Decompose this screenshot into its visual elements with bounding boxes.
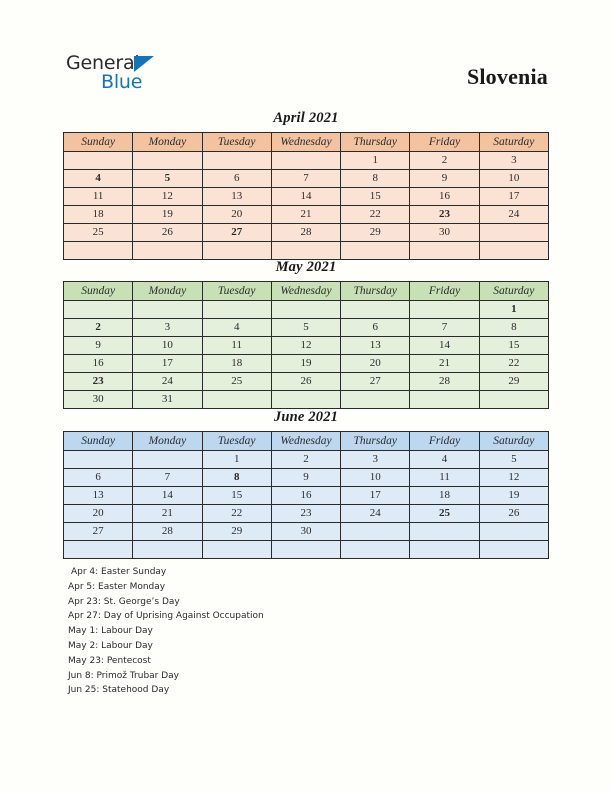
calendar-day-5[interactable]: 5 xyxy=(133,170,202,188)
calendar-day-empty xyxy=(133,451,202,469)
weekday-header-wednesday: Wednesday xyxy=(271,282,340,301)
calendar-day-empty xyxy=(133,152,202,170)
calendar-head xyxy=(64,432,549,451)
weekday-header-friday: Friday xyxy=(410,432,479,451)
calendar-day-empty xyxy=(479,391,548,409)
calendar-day-8[interactable]: 8 xyxy=(202,469,271,487)
calendar-day-empty xyxy=(479,224,548,242)
calendar-day-28[interactable]: 28 xyxy=(410,373,479,391)
calendar-day-23[interactable]: 23 xyxy=(271,505,340,523)
calendar-day-empty xyxy=(271,391,340,409)
calendar-day-17[interactable]: 17 xyxy=(341,487,410,505)
calendar-day-11[interactable]: 11 xyxy=(410,469,479,487)
calendar-day-empty xyxy=(202,152,271,170)
holiday-legend-item: Jun 25: Statehood Day xyxy=(68,685,170,696)
month-block-april xyxy=(63,110,549,260)
calendar-day-13[interactable]: 13 xyxy=(341,337,410,355)
calendar-day-empty xyxy=(64,301,133,319)
weekday-header-row xyxy=(64,432,549,451)
calendar-week-row xyxy=(64,152,549,170)
calendar-table-may xyxy=(63,281,549,409)
calendar-day-14[interactable]: 14 xyxy=(271,188,340,206)
holiday-legend-item: Apr 5: Easter Monday xyxy=(68,581,166,592)
calendar-head xyxy=(64,133,549,152)
calendar-day-5[interactable]: 5 xyxy=(271,319,340,337)
calendar-day-empty xyxy=(341,301,410,319)
logo-word-blue: Blue xyxy=(101,71,143,93)
month-block-may xyxy=(63,259,549,409)
calendar-day-21[interactable]: 21 xyxy=(133,505,202,523)
calendar-day-27[interactable]: 27 xyxy=(341,373,410,391)
weekday-header-row xyxy=(64,282,549,301)
calendar-day-22[interactable]: 22 xyxy=(479,355,548,373)
calendar-day-empty xyxy=(271,152,340,170)
calendar-day-19[interactable]: 19 xyxy=(479,487,548,505)
calendar-day-10[interactable]: 10 xyxy=(133,337,202,355)
calendar-day-1[interactable]: 1 xyxy=(479,301,548,319)
logo-word-general: General xyxy=(66,52,140,74)
month-title: June 2021 xyxy=(273,409,339,425)
weekday-header-saturday: Saturday xyxy=(479,282,548,301)
calendar-day-13[interactable]: 13 xyxy=(64,487,133,505)
calendar-day-empty xyxy=(341,523,410,541)
calendar-day-16[interactable]: 16 xyxy=(271,487,340,505)
calendar-day-13[interactable]: 13 xyxy=(202,188,271,206)
weekday-header-sunday: Sunday xyxy=(64,432,133,451)
calendar-day-29[interactable]: 29 xyxy=(341,224,410,242)
holiday-legend-item: May 2: Labour Day xyxy=(68,640,153,651)
calendar-day-22[interactable]: 22 xyxy=(341,206,410,224)
calendar-day-empty xyxy=(133,541,202,559)
calendar-day-9[interactable]: 9 xyxy=(410,170,479,188)
calendar-day-empty xyxy=(271,301,340,319)
calendar-day-empty xyxy=(271,541,340,559)
blue-triangle-icon xyxy=(134,56,154,72)
calendar-week-row xyxy=(64,391,549,409)
calendar-day-empty xyxy=(64,541,133,559)
calendar-day-18[interactable]: 18 xyxy=(64,206,133,224)
calendar-day-empty xyxy=(271,242,340,260)
calendar-week-row xyxy=(64,487,549,505)
calendar-day-2[interactable]: 2 xyxy=(410,152,479,170)
calendar-day-empty xyxy=(202,301,271,319)
calendar-day-15[interactable]: 15 xyxy=(479,337,548,355)
calendar-day-24[interactable]: 24 xyxy=(479,206,548,224)
calendar-day-empty xyxy=(202,391,271,409)
calendar-day-empty xyxy=(133,242,202,260)
calendar-day-empty xyxy=(410,301,479,319)
calendar-day-6[interactable]: 6 xyxy=(202,170,271,188)
calendar-day-12[interactable]: 12 xyxy=(133,188,202,206)
holiday-legend-item: Apr 27: Day of Uprising Against Occupation xyxy=(68,611,264,622)
calendar-week-row xyxy=(64,337,549,355)
calendar-day-empty xyxy=(410,541,479,559)
calendar-day-29[interactable]: 29 xyxy=(479,373,548,391)
calendar-week-row xyxy=(64,319,549,337)
weekday-header-sunday: Sunday xyxy=(64,133,133,152)
calendar-day-empty xyxy=(410,523,479,541)
calendar-day-30[interactable]: 30 xyxy=(64,391,133,409)
month-block-june xyxy=(63,409,549,559)
calendar-day-6[interactable]: 6 xyxy=(64,469,133,487)
calendar-day-empty xyxy=(410,242,479,260)
calendar-day-empty xyxy=(133,301,202,319)
calendar-body xyxy=(64,152,549,260)
calendar-day-19[interactable]: 19 xyxy=(133,206,202,224)
weekday-header-saturday: Saturday xyxy=(479,133,548,152)
weekday-header-thursday: Thursday xyxy=(341,282,410,301)
page-header xyxy=(0,48,612,104)
calendar-week-row xyxy=(64,541,549,559)
calendar-day-empty xyxy=(479,242,548,260)
calendar-day-4[interactable]: 4 xyxy=(64,170,133,188)
calendar-day-8[interactable]: 8 xyxy=(341,170,410,188)
holiday-legend-item: Apr 4: Easter Sunday xyxy=(71,567,167,577)
page-title: Slovenia xyxy=(466,64,548,89)
calendar-day-25[interactable]: 25 xyxy=(410,505,479,523)
weekday-header-monday: Monday xyxy=(133,432,202,451)
calendar-week-row xyxy=(64,242,549,260)
calendar-day-4[interactable]: 4 xyxy=(202,319,271,337)
calendar-day-1[interactable]: 1 xyxy=(202,451,271,469)
calendar-body xyxy=(64,451,549,559)
holiday-legend xyxy=(68,565,468,698)
calendar-day-8[interactable]: 8 xyxy=(479,319,548,337)
calendar-day-17[interactable]: 17 xyxy=(133,355,202,373)
calendar-week-row xyxy=(64,188,549,206)
calendar-week-row xyxy=(64,451,549,469)
calendar-day-14[interactable]: 14 xyxy=(410,337,479,355)
calendar-day-5[interactable]: 5 xyxy=(479,451,548,469)
calendar-day-20[interactable]: 20 xyxy=(64,505,133,523)
calendar-week-row xyxy=(64,224,549,242)
calendar-day-3[interactable]: 3 xyxy=(479,152,548,170)
calendar-week-row xyxy=(64,355,549,373)
calendar-day-7[interactable]: 7 xyxy=(271,170,340,188)
calendar-day-9[interactable]: 9 xyxy=(271,469,340,487)
calendar-table-april xyxy=(63,132,549,260)
general-blue-logo xyxy=(66,54,246,102)
weekday-header-wednesday: Wednesday xyxy=(271,133,340,152)
calendar-day-1[interactable]: 1 xyxy=(341,152,410,170)
calendar-day-12[interactable]: 12 xyxy=(479,469,548,487)
calendar-day-10[interactable]: 10 xyxy=(479,170,548,188)
calendar-body xyxy=(64,301,549,409)
calendar-day-empty xyxy=(64,242,133,260)
calendar-day-23[interactable]: 23 xyxy=(410,206,479,224)
weekday-header-tuesday: Tuesday xyxy=(202,133,271,152)
weekday-header-tuesday: Tuesday xyxy=(202,432,271,451)
calendar-day-27[interactable]: 27 xyxy=(202,224,271,242)
calendar-week-row xyxy=(64,523,549,541)
month-title: April 2021 xyxy=(273,110,339,126)
calendar-day-7[interactable]: 7 xyxy=(133,469,202,487)
calendar-day-22[interactable]: 22 xyxy=(202,505,271,523)
calendar-day-4[interactable]: 4 xyxy=(410,451,479,469)
calendar-day-29[interactable]: 29 xyxy=(202,523,271,541)
weekday-header-sunday: Sunday xyxy=(64,282,133,301)
calendar-day-15[interactable]: 15 xyxy=(341,188,410,206)
calendar-day-25[interactable]: 25 xyxy=(64,224,133,242)
calendar-day-20[interactable]: 20 xyxy=(341,355,410,373)
holiday-legend-item: Apr 23: St. George’s Day xyxy=(68,596,180,607)
calendar-day-empty xyxy=(410,391,479,409)
calendar-day-24[interactable]: 24 xyxy=(341,505,410,523)
calendar-day-3[interactable]: 3 xyxy=(341,451,410,469)
calendar-day-6[interactable]: 6 xyxy=(341,319,410,337)
calendar-day-30[interactable]: 30 xyxy=(271,523,340,541)
calendar-day-25[interactable]: 25 xyxy=(202,373,271,391)
calendar-day-empty xyxy=(341,391,410,409)
weekday-header-friday: Friday xyxy=(410,133,479,152)
holiday-legend-item: May 23: Pentecost xyxy=(68,655,151,666)
calendar-day-11[interactable]: 11 xyxy=(64,188,133,206)
calendar-day-21[interactable]: 21 xyxy=(410,355,479,373)
weekday-header-thursday: Thursday xyxy=(341,133,410,152)
calendar-week-row xyxy=(64,170,549,188)
weekday-header-wednesday: Wednesday xyxy=(271,432,340,451)
calendar-day-2[interactable]: 2 xyxy=(64,319,133,337)
calendar-day-empty xyxy=(64,152,133,170)
calendar-day-empty xyxy=(64,451,133,469)
calendar-day-10[interactable]: 10 xyxy=(341,469,410,487)
calendar-day-3[interactable]: 3 xyxy=(133,319,202,337)
calendar-day-empty xyxy=(341,242,410,260)
calendar-day-empty xyxy=(479,541,548,559)
calendar-day-26[interactable]: 26 xyxy=(479,505,548,523)
calendar-day-19[interactable]: 19 xyxy=(271,355,340,373)
calendar-day-27[interactable]: 27 xyxy=(64,523,133,541)
calendar-week-row xyxy=(64,301,549,319)
calendar-day-17[interactable]: 17 xyxy=(479,188,548,206)
weekday-header-row xyxy=(64,133,549,152)
calendar-day-7[interactable]: 7 xyxy=(410,319,479,337)
calendar-day-16[interactable]: 16 xyxy=(410,188,479,206)
calendar-day-28[interactable]: 28 xyxy=(271,224,340,242)
weekday-header-tuesday: Tuesday xyxy=(202,282,271,301)
calendar-day-empty xyxy=(479,523,548,541)
calendar-week-row xyxy=(64,505,549,523)
calendar-day-9[interactable]: 9 xyxy=(64,337,133,355)
calendar-day-11[interactable]: 11 xyxy=(202,337,271,355)
calendar-day-31[interactable]: 31 xyxy=(133,391,202,409)
holiday-legend-item: Jun 8: Primož Trubar Day xyxy=(68,670,180,681)
calendar-day-28[interactable]: 28 xyxy=(133,523,202,541)
calendar-day-16[interactable]: 16 xyxy=(64,355,133,373)
calendar-day-14[interactable]: 14 xyxy=(133,487,202,505)
calendar-day-empty xyxy=(202,541,271,559)
calendar-table-june xyxy=(63,431,549,559)
holiday-legend-item: May 1: Labour Day xyxy=(68,626,153,637)
calendar-day-12[interactable]: 12 xyxy=(271,337,340,355)
calendar-day-26[interactable]: 26 xyxy=(271,373,340,391)
calendar-day-empty xyxy=(202,242,271,260)
calendar-day-21[interactable]: 21 xyxy=(271,206,340,224)
calendar-week-row xyxy=(64,206,549,224)
calendar-day-26[interactable]: 26 xyxy=(133,224,202,242)
weekday-header-saturday: Saturday xyxy=(479,432,548,451)
calendar-head xyxy=(64,282,549,301)
calendar-day-empty xyxy=(341,541,410,559)
month-title: May 2021 xyxy=(275,259,337,275)
calendar-week-row xyxy=(64,469,549,487)
calendar-day-24[interactable]: 24 xyxy=(133,373,202,391)
calendar-day-2[interactable]: 2 xyxy=(271,451,340,469)
weekday-header-friday: Friday xyxy=(410,282,479,301)
calendar-day-15[interactable]: 15 xyxy=(202,487,271,505)
weekday-header-monday: Monday xyxy=(133,282,202,301)
calendar-day-30[interactable]: 30 xyxy=(410,224,479,242)
calendar-day-18[interactable]: 18 xyxy=(410,487,479,505)
weekday-header-thursday: Thursday xyxy=(341,432,410,451)
calendar-day-20[interactable]: 20 xyxy=(202,206,271,224)
calendar-day-18[interactable]: 18 xyxy=(202,355,271,373)
weekday-header-monday: Monday xyxy=(133,133,202,152)
calendar-week-row xyxy=(64,373,549,391)
calendar-day-23[interactable]: 23 xyxy=(64,373,133,391)
